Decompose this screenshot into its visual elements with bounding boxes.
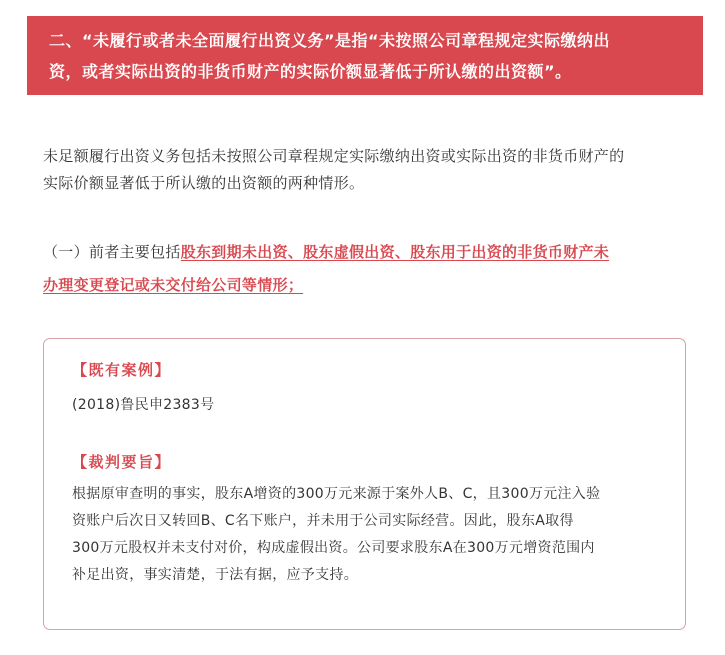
intro-line-1: 未足额履行出资义务包括未按照公司章程规定实际缴纳出资或实际出资的非货币财产的 xyxy=(43,147,625,165)
existing-case-title: 【既有案例】 xyxy=(72,361,172,379)
point-one-line-2 xyxy=(43,269,703,302)
case-number: (2018)鲁民申2383号 xyxy=(72,397,215,413)
ruling-line-4: 补足出资，事实清楚，于法有据，应予支持。 xyxy=(72,567,358,583)
section-heading-banner xyxy=(27,16,703,95)
point-one-paragraph xyxy=(43,236,703,302)
ruling-text xyxy=(72,481,600,589)
intro-line-2: 实际价额显著低于所认缴的出资额的两种情形。 xyxy=(43,174,365,192)
case-box xyxy=(43,338,686,630)
banner-line-2: 资，或者实际出资的非货币财产的实际价额显著低于所认缴的出资额”。 xyxy=(49,62,572,81)
point-one-line-1 xyxy=(43,236,703,269)
ruling-line-2: 资账户后次日又转回B、C名下账户，并未用于公司实际经营。因此，股东A取得 xyxy=(72,513,574,529)
point-one-prefix: （一）前者主要包括 xyxy=(43,243,181,261)
ruling-line-3: 300万元股权并未支付对价，构成虚假出资。公司要求股东A在300万元增资范围内 xyxy=(72,540,595,556)
ruling-line-1: 根据原审查明的事实，股东A增资的300万元来源于案外人B、C，且300万元注入验 xyxy=(72,486,601,502)
point-one-highlight-a: 股东到期未出资、股东虚假出资、股东用于出资的非货币财产未 xyxy=(180,243,610,261)
ruling-title: 【裁判要旨】 xyxy=(72,453,172,471)
banner-line-1: 二、“未履行或者未全面履行出资义务”是指“未按照公司章程规定实际缴纳出 xyxy=(49,31,611,50)
point-one-highlight-b: 办理变更登记或未交付给公司等情形 xyxy=(43,276,288,294)
intro-paragraph xyxy=(43,143,703,197)
point-one-suffix: ； xyxy=(287,276,304,294)
